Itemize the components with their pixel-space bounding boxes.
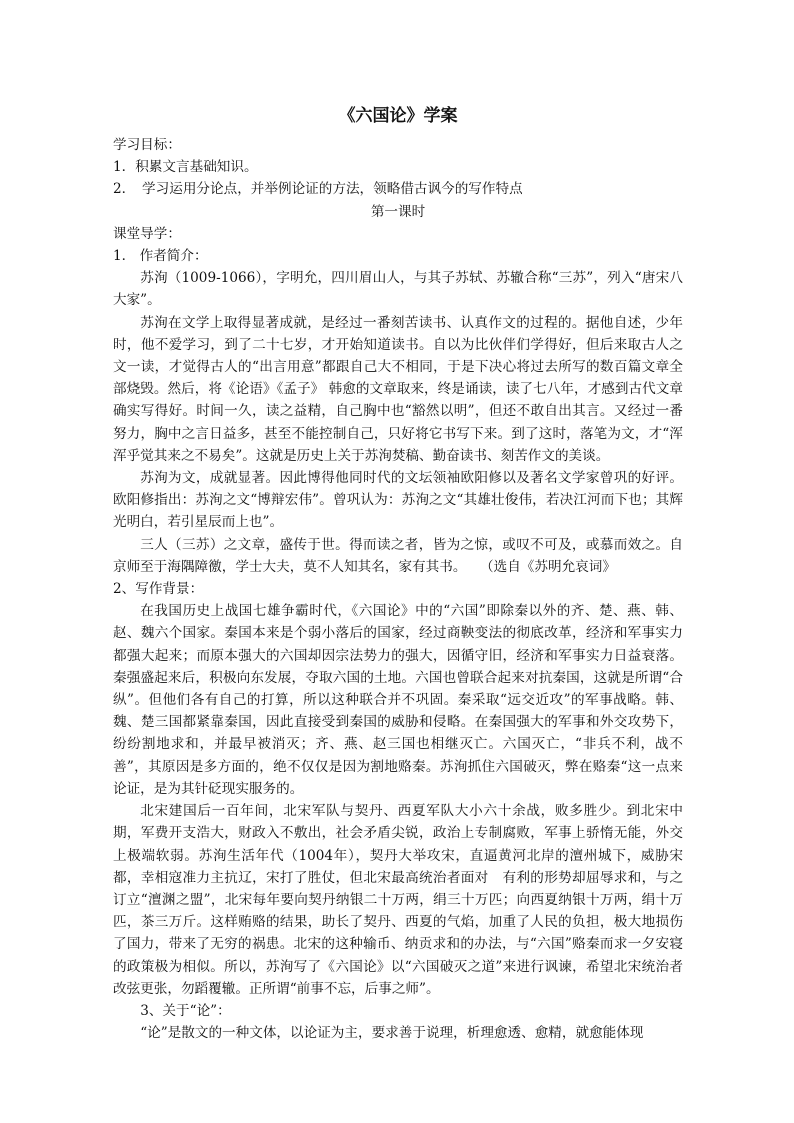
section-heading-lun: 3、关于“论”： [140, 1002, 231, 1019]
paragraph: 苏洵在文学上取得显著成就，是经过一番刻苦读书、认真作文的过程的。据他自述，少年时，他不爱学习，到了二十七岁，才开始知道读书。自以为比伙伴们学得好，但后来取古人之文一读，才觉得古人的“出言用意”都跟自己大不相同，于是下决心将过去所写的数百篇文章全部烧毁。然后，将《论语》《孟子》 韩愈的文章取来，终是诵读，读了七八年，才感到古代文章确实写得好。时间一久，读之益精，自己胸中也“豁然以明”，但还不敢自出其言。又经过一番努力，胸中之言日益多，甚至不能控制自己，只好将它书写下来。到了这时，落笔为文，才“浑浑乎觉其来之不易矣”。这就是历史上关于苏洵焚稿、勤奋读书、刻苦作文的美谈。 [113, 314, 683, 464]
goal-item: 1．积累文言基础知识。 [113, 159, 258, 176]
paragraph: 苏洵为文，成就显著。因此博得他同时代的文坛领袖欧阳修以及著名文学家曾巩的好评。欧阳修指出：苏洵之文“博辩宏伟”。曾巩认为：苏洵之文“其雄壮俊伟，若决江河而下也；其辉光明白，若引星辰而上也”。 [113, 470, 683, 531]
source-citation: （选自《苏明允哀词》 [486, 558, 616, 575]
paragraph: 苏洵（1009-1066），字明允，四川眉山人，与其子苏轼、苏辙合称“三苏”，列入“唐宋八大家”。 [113, 270, 683, 309]
section-heading-background: 2、写作背景： [113, 581, 204, 598]
document-page [113, 104, 683, 1044]
paragraph: “论”是散文的一种文体，以论证为主，要求善于说理，析理愈透、愈精，就愈能体现 [140, 1025, 644, 1042]
goal-item: 2． 学习运用分论点，并举例论证的方法，领略借古讽今的写作特点 [113, 181, 523, 198]
page-title: 《六国论》学案 [338, 106, 458, 126]
paragraph [113, 534, 683, 578]
goals-heading: 学习目标： [113, 137, 181, 153]
paragraph-text: 三人（三苏）之文章，盛传于世。得而读之者，皆为之惊，或叹不可及，或慕而效之。自京师至于海隅障徼，学士大夫，莫不人知其名，家有其书。 [113, 536, 683, 575]
section-heading-author: 1． 作者简介： [113, 248, 208, 265]
paragraph: 北宋建国后一百年间，北宋军队与契丹、西夏军队大小六十余战，败多胜少。到北宋中期，军费开支浩大，财政入不敷出，社会矛盾尖锐，政治上专制腐败，军事上骄惰无能，外交上极端软弱。苏洵生活年代（1004年），契丹大举攻宋，直逼黄河北岸的澶州城下，威胁宋都，幸相寇准力主抗辽，宋打了胜仗，但北宋最高统治者面对 有利的形势却屈辱求和，与之订立“澶渊之盟”，北宋每年要向契丹纳银二十万两，绢三十万匹；向西夏纳银十万两，绢十万匹，茶三万斤。这样贿赂的结果，助长了契丹、西夏的气焰，加重了人民的负担，极大地损伤了国力，带来了无穷的祸患。北宋的这种输币、纳贡求和的办法，与“六国”赂秦而求一夕安寝的政策极为相似。所以，苏洵写了《六国论》以“六国破灭之道”来进行讽谏，希望北宋统治者改弦更张，勿蹈覆辙。正所谓“前事不忘，后事之师”。 [113, 803, 683, 997]
guide-heading: 课堂导学： [113, 225, 181, 242]
paragraph: 在我国历史上战国七雄争霸时代，《六国论》中的“六国”即除秦以外的齐、楚、燕、韩、赵、魏六个国家。秦国本来是个弱小落后的国家，经过商鞅变法的彻底改革，经济和军事实力都强大起来；而原本强大的六国却因宗法势力的强大，因循守旧，经济和军事实力日益衰落。秦强盛起来后，积极向东发展，夺取六国的土地。六国也曾联合起来对抗秦国，这就是所谓“合纵”。但他们各有自己的打算，所以这种联合并不巩固。秦采取“远交近攻”的军事战略。韩、魏、楚三国都紧靠秦国，因此直接受到秦国的威胁和侵略。在秦国强大的军事和外交攻势下，纷纷割地求和，并最早被消灭；齐、燕、赵三国也相继灭亡。六国灭亡，“非兵不利，战不善”，其原因是多方面的，绝不仅仅是因为割地赂秦。苏洵抓住六国破灭，弊在赂秦“这一点来论证，是为其针砭现实服务的。 [113, 603, 683, 797]
session-heading: 第一课时 [370, 203, 426, 220]
